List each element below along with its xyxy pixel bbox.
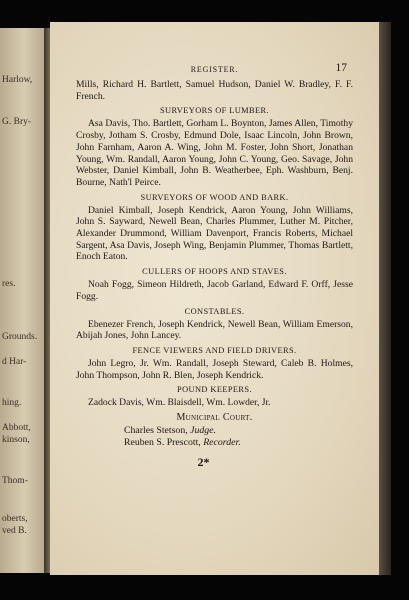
book-spine	[379, 22, 391, 575]
court-heading: Municipal Court.	[176, 412, 253, 424]
left-page-fragment: res.	[2, 279, 16, 289]
section-heading: POUND KEEPERS.	[177, 385, 252, 395]
section-paragraph: Noah Fogg, Simeon Hildreth, Jacob Garland, Edward F. Orff, Jesse Fogg.	[76, 279, 353, 302]
left-page-fragment: kinson,	[2, 435, 30, 445]
judge-title: Judge.	[190, 425, 216, 437]
signature-mark: 2*	[197, 455, 210, 470]
left-page-fragment: oberts,	[2, 514, 28, 524]
court-recorder-line	[76, 437, 353, 449]
left-page-fragment: d Har-	[2, 357, 27, 367]
section-paragraph: Ebenezer French, Joseph Kendrick, Newell Bean, William Emerson, Abijah Jones, John Lancey.	[76, 318, 353, 342]
section-paragraph: John Legro, Jr. Wm. Randall, Joseph Steward, Caleb B. Holmes, John Thompson, John R. Blen, Joseph Kendrick.	[76, 357, 353, 381]
left-page-fragment: Abbott,	[2, 423, 31, 433]
left-page-edge	[0, 28, 44, 573]
judge-name: Charles Stetson,	[124, 425, 188, 437]
section-paragraph: Asa Davis, Tho. Bartlett, Gorham L. Boynton, James Allen, Timothy Crosby, Jotham S. Crosby, Edmund Dole, Isaac Lincoln, John Brown, John Farnham, Aaron A. Wing, John M. Foster, John Short, Jonathan Young, Wm. Randall, Aaron Young, John C. Young, Geo. Savage, John Webster, Daniel Kimball, John B. Weatherbee, Eph. Washburn, Benj. Bourne, Nath'l Peirce.	[76, 118, 353, 188]
section-heading: CONSTABLES.	[184, 306, 245, 316]
recorder-name: Reuben S. Prescott,	[124, 437, 201, 449]
intro-paragraph: Mills, Richard H. Bartlett, Samuel Hudson, Daniel W. Bradley, F. F. French.	[76, 79, 353, 102]
section-paragraph: Daniel Kimball, Joseph Kendrick, Aaron Young, John Williams, John S. Sayward, Newell Bean, Charles Plummer, Luther M. Pitcher, Alexander Drummond, William Davenport, Francis Roberts, Michael Sargent, Asa Davis, Joseph Wing, Benjamin Plummer, Thomas Bartlett, Enoch Eaton.	[76, 204, 353, 263]
court-judge-line	[76, 425, 353, 437]
running-head	[76, 62, 353, 76]
page-number: 17	[335, 62, 347, 74]
left-page-fragment: G. Bry-	[2, 117, 32, 127]
recorder-title: Recorder.	[203, 437, 241, 449]
register-page	[50, 22, 379, 575]
section-heading: CULLERS OF HOOPS AND STAVES.	[142, 267, 287, 277]
section-heading: FENCE VIEWERS AND FIELD DRIVERS.	[132, 345, 297, 355]
section-heading: SURVEYORS OF LUMBER.	[159, 106, 269, 116]
section-heading: SURVEYORS OF WOOD AND BARK.	[140, 192, 289, 202]
section-paragraph: Zadock Davis, Wm. Blaisdell, Wm. Lowder, Jr.	[88, 397, 271, 409]
left-page-fragment: Grounds.	[2, 332, 38, 342]
left-page-fragment: Thom-	[2, 476, 28, 486]
running-head-title: REGISTER.	[190, 65, 239, 74]
left-page-fragment: ved B.	[2, 526, 27, 536]
left-page-fragment: Harlow,	[2, 75, 33, 85]
left-page-fragment: hing.	[2, 398, 22, 408]
